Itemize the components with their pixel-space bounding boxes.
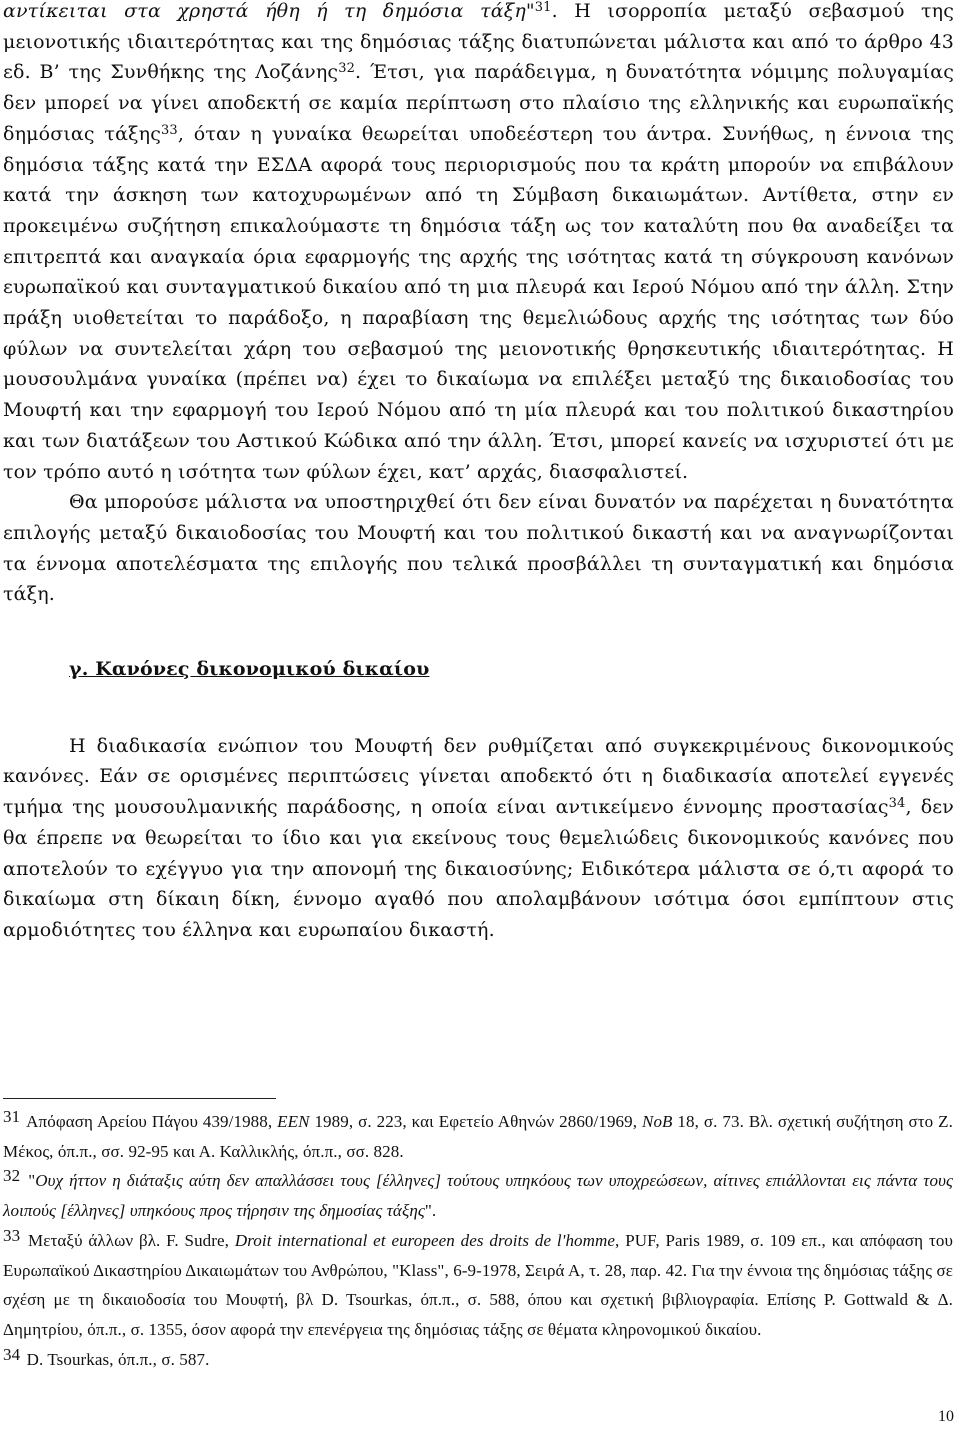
section-heading: γ. Κανόνες δικονομικού δικαίου	[69, 658, 430, 681]
italic-quote: αντίκειται στα χρηστά ήθη ή τη δημόσια τάξη	[3, 0, 526, 22]
footnote-32	[3, 1166, 953, 1225]
paragraph	[3, 487, 954, 610]
footnote-ref-31[interactable]: 31	[534, 0, 552, 15]
page-number: 10	[938, 1408, 954, 1425]
footnote-33	[3, 1226, 953, 1345]
paragraph-text: . Έτσι, για παράδειγμα, η δυνατότητα νόμιμης πολυγαμίας δεν μπορεί να γίνει αποδεκτή σε καμία περίπτωση στο πλαίσιο της ελληνικής και ευρωπαϊκής δημόσιας τάξης	[3, 61, 954, 145]
footnote-number: 32	[3, 1166, 21, 1186]
footnote-text: "	[28, 1171, 36, 1191]
footnote-text: D. Tsourkas, όπ.π., σ. 587.	[26, 1349, 210, 1369]
quote-mark: "	[525, 0, 535, 22]
paragraph-text: Η διαδικασία ενώπιον του Μουφτή δεν ρυθμίζεται από συγκεκριμένους δικονομικούς κανόνες. Εάν σε ορισμένες περιπτώσεις γίνεται αποδεκτό ότι η διαδικασία αποτελεί εγγενές τμήμα της μουσουλμανικής παράδοσης, η οποία είναι αντικείμενο έννομης προστασίας	[3, 734, 954, 819]
footnote-italic: Ουχ ήττον η διάταξις αύτη δεν απαλλάσσει τους [έλληνες] τούτους υπηκόους των υποχρεώσεων, αίτινες επιάλλονται εις πάντα τους λοιπούς [έλληνες] υπηκόους προς τήρησιν της δημοσίας τάξης	[3, 1171, 953, 1221]
paragraph-text: Θα μπορούσε μάλιστα να υποστηριχθεί ότι δεν είναι δυνατόν να παρέχεται η δυνατότητα επιλογής μεταξύ δικαιοδοσίας του Μουφτή και του πολιτικού δικαστή και να αναγνωρίζονται τα έννομα αποτελέσματα της επιλογής που τελικά προσβάλλει τη συνταγματική και δημόσια τάξη.	[3, 491, 954, 606]
footnote-text: 18, σ. 73. Βλ. σχετική συζήτηση στο Ζ. Μέκος, όπ.π., σσ. 92-95 και Α. Καλλικλής, όπ.π., σσ. 828.	[3, 1112, 953, 1161]
footnote-34	[3, 1345, 953, 1375]
footnote-separator	[3, 1098, 276, 1099]
footnote-text: , PUF, Paris 1989, σ. 109 επ., και απόφαση του Ευρωπαϊκού Δικαστηρίου Δικαιωμάτων του Ανθρώπου, "Klass", 6-9-1978, Σειρά Α, τ. 28, παρ. 42. Για την έννοια της δημόσιας τάξης σε σχέση με τη δικαιοδοσία του Μουφτή, βλ D. Tsourkas, όπ.π., σ. 588, όπου και σχετική βιβλιογραφία. Επίσης P. Gottwald & Δ. Δημητρίου, όπ.π., σ. 1355, όσον αφορά την επενέργεια της δημόσιας τάξης σε θέματα κληρονομικού δικαίου.	[3, 1230, 953, 1339]
footnote-31	[3, 1107, 953, 1166]
footnote-number: 31	[3, 1107, 21, 1126]
paragraph-text: , όταν η γυναίκα θεωρείται υποδεέστερη του άντρα. Συνήθως, η έννοια της δημόσια τάξης κατά την ΕΣΔΑ αφορά τους περιορισμούς που τα κράτη μπορούν να επιβάλουν κατά την άσκηση των κατοχυρωμένων από τη Σύμβαση δικαιωμάτων. Αντίθετα, στην εν προκειμένω συζήτηση επικαλούμαστε τη δημόσια τάξη ως τον καταλύτη που θα αναδείξει τα επιτρεπτά και αναγκαία όρια εφαρμογής της αρχής της ισότητας κατά τη σύγκρουση κανόνων ευρωπαϊκού και συνταγματικού δικαίου από τη μια πλευρά και Ιερού Νόμου από την άλλη. Στην πράξη υιοθετείται το παράδοξο, η παραβίαση της θεμελιώδους αρχής της ισότητας των δύο φύλων να συντελείται χάρη του σεβασμού της μειονοτικής θρησκευτικής ιδιαιτερότητας. Η μουσουλμάνα γυναίκα (πρέπει να) έχει το δικαίωμα να επιλέξει μεταξύ της δικαιοδοσίας του Μουφτή και την εφαρμογή του Ιερού Νόμου από τη μία πλευρά και του πολιτικού δικαστηρίου και των διατάξεων του Αστικού Κώδικα από την άλλη. Έτσι, μπορεί κανείς να ισχυριστεί ότι με τον τρόπο αυτό η ισότητα των φύλων έχει, κατ’ αρχάς, διασφαλιστεί.	[3, 122, 954, 483]
footnote-text: ".	[424, 1201, 437, 1221]
footnote-text: Απόφαση Αρείου Πάγου 439/1988,	[26, 1112, 278, 1131]
paragraph-text: , δεν θα έπρεπε να θεωρείται το ίδιο και για εκείνους τους θεμελιώδεις δικονομικούς κανόνες που αποτελούν το εχέγγυο για την απονομή της δικαιοσύνης; Ειδικότερα μάλιστα σε ό,τι αφορά το δικαίωμα στη δίκαιη δίκη, έννομο αγαθό που απολαμβάνουν ισότιμα όσοι εμπίπτουν στις αρμοδιότητες του έλληνα και ευρωπαίου δικαστή.	[3, 796, 954, 941]
footnote-text: 1989, σ. 223, και Εφετείο Αθηνών 2860/1969,	[309, 1112, 642, 1131]
main-text	[3, 0, 954, 946]
paragraph-text: . Η ισορροπία μεταξύ σεβασμού της μειονοτικής ιδιαιτερότητας και της δημόσιας τάξης διατυπώνεται μάλιστα και από το άρθρο 43 εδ. Β’ της Συνθήκης της Λοζάνης	[3, 0, 954, 84]
footnote-ref-33[interactable]: 33	[161, 122, 178, 138]
footnote-ref-34[interactable]: 34	[888, 796, 906, 812]
footnote-italic: ΕΕΝ	[277, 1112, 310, 1131]
footnotes	[3, 1107, 953, 1374]
footnote-number: 34	[3, 1344, 21, 1364]
footnote-italic: Droit international et europeen des droits de l'homme	[234, 1230, 616, 1250]
paragraph	[3, 731, 954, 946]
paragraph	[3, 0, 954, 487]
footnote-italic: ΝοΒ	[642, 1112, 673, 1131]
footnote-ref-32[interactable]: 32	[338, 61, 356, 77]
footnote-number: 33	[3, 1225, 21, 1245]
footnote-text: Μεταξύ άλλων βλ. F. Sudre,	[28, 1230, 235, 1250]
